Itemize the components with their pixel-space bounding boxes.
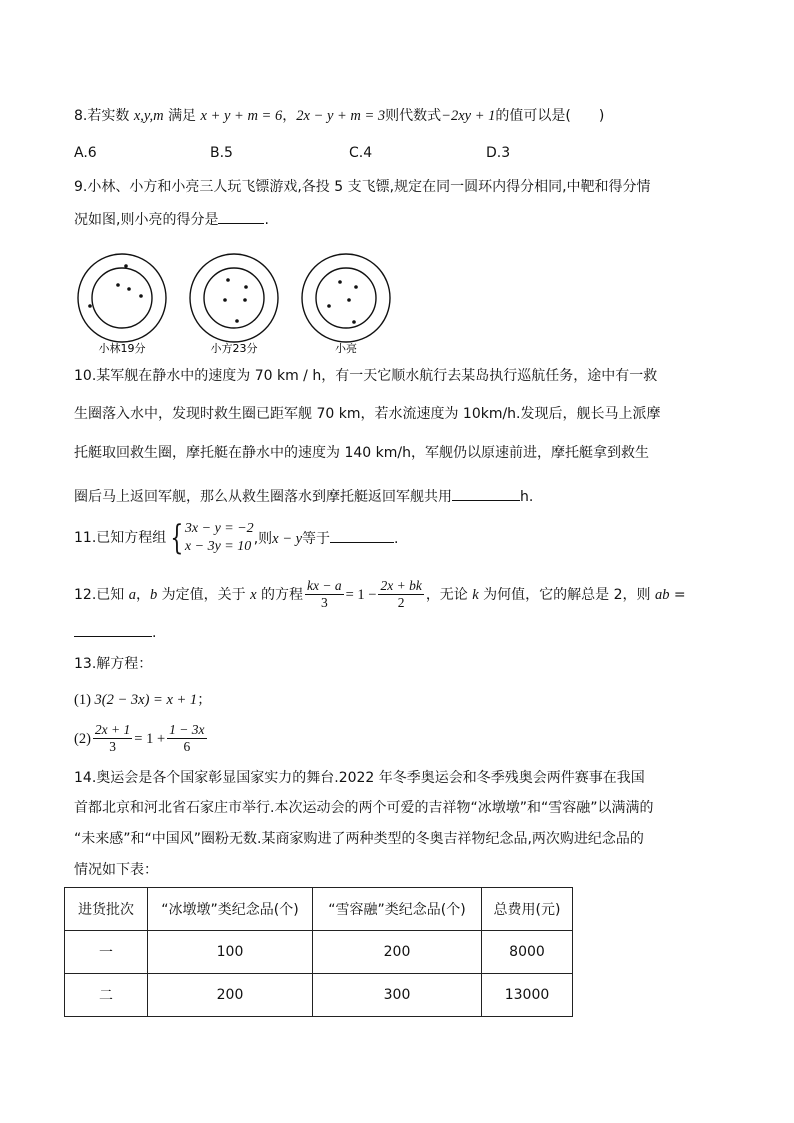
q13-title: 13.解方程： [74,656,153,672]
q11-stem: 11.已知方程组 { 3x − y = −2 x − 3y = 10 ,则x − y等于 . [74,518,399,558]
table-header: “雪容融”类纪念品(个) [313,888,482,931]
q14-line-1: 14.奥运会是各个国家彰显国家实力的舞台.2022 年冬季奥运会和冬季残奥会两件赛事在我国 [74,770,645,786]
q11-equation-system: 3x − y = −2 x − 3y = 10 [184,521,254,554]
q10-line-1: 10.某军舰在静水中的速度为 70 km / h，有一天它顺水航行去某岛执行巡航任务，途中有一救 [74,368,658,384]
q14-line-3: “未来感”和“中国风”圈粉无数.某商家购进了两种类型的冬奥吉祥物纪念品,两次购进纪念品的 [74,831,644,847]
purchase-table [64,887,573,1017]
q13-part-2: (2) $\frac{2x + 1}{3}$ = 1 + $\frac{1 - 3x}{6}$ [74,722,205,754]
q12-answer-blank [74,622,152,637]
q14-line-4: 情况如下表： [74,862,158,878]
q14-line-2: 首都北京和河北省石家庄市举行.本次运动会的两个可爱的吉祥物“冰墩墩”和“雪容融”以满满的 [74,800,654,816]
table-cell: 100 [148,931,313,974]
q10-line-2: 生圈落入水中，发现时救生圈已距军舰 70 km，若水流速度为 10km/h.发现后，舰长马上派摩 [74,406,661,422]
table-cell: 二 [65,974,148,1017]
target-xiaofang [190,254,278,355]
q8-stem: 8.若实数 x,y,m 满足 x + y + m = 6，2x − y + m = 3则代数式−2xy + 1的值可以是( ) [74,108,605,124]
target-label-xiaolin: 小林19分 [98,342,146,355]
table-row [65,931,573,974]
table-cell: 一 [65,931,148,974]
target-xiaolin [78,254,166,355]
q9-answer-blank [218,209,264,224]
table-header: “冰墩墩”类纪念品(个) [148,888,313,931]
table-cell: 200 [148,974,313,1017]
table-header-row [65,888,573,931]
table-row [65,974,573,1017]
system-brace: { [170,518,184,558]
target-label-xiaoliang: 小亮 [335,342,357,355]
target-label-xiaofang: 小方23分 [210,342,258,355]
q9-line-2: 况如图,则小亮的得分是 . [74,209,269,230]
q10-answer-blank [452,486,520,501]
q8-option-b: B.5 [210,145,233,161]
table-cell: 13000 [482,974,573,1017]
q13-part-1: (1) 3(2 − 3x) = x + 1； [74,692,212,708]
q8-option-d: D.3 [486,145,511,161]
q13-fraction-left: $\frac{2x + 1}{3}$ [94,722,131,754]
table-cell: 200 [313,931,482,974]
q12-fraction-right: $\frac{2x + bk}{2}$ [380,578,422,610]
q8-option-c: C.4 [349,145,373,161]
q10-line-3: 托艇取回救生圈，摩托艇在静水中的速度为 140 km/h，军舰仍以原速前进，摩托艇拿到救生 [74,445,649,461]
q12-stem: 12.已知 a，b 为定值，关于 x 的方程 $\frac{kx - a}{3}$ = 1 − $\frac{2x + bk}{2}$ ，无论 k 为何值，它的解总是 2，则 ab = [74,578,686,610]
dart-targets-figure [70,240,400,358]
q13-fraction-right: $\frac{1 - 3x}{6}$ [169,722,205,754]
target-xiaoliang [302,254,390,355]
table-header: 总费用(元) [482,888,573,931]
q12-answer-line: . [74,622,156,643]
q9-line-1: 9.小林、小方和小亮三人玩飞镖游戏,各投 5 支飞镖,规定在同一圆环内得分相同,中靶和得分情 [74,179,651,195]
table-cell: 300 [313,974,482,1017]
q12-fraction-left: $\frac{kx - a}{3}$ [307,578,342,610]
q10-line-4: 圈后马上返回军舰，那么从救生圈落水到摩托艇返回军舰共用 h. [74,486,533,507]
q8-option-a: A.6 [74,145,97,161]
table-cell: 8000 [482,931,573,974]
table-header: 进货批次 [65,888,148,931]
q11-answer-blank [330,528,394,543]
